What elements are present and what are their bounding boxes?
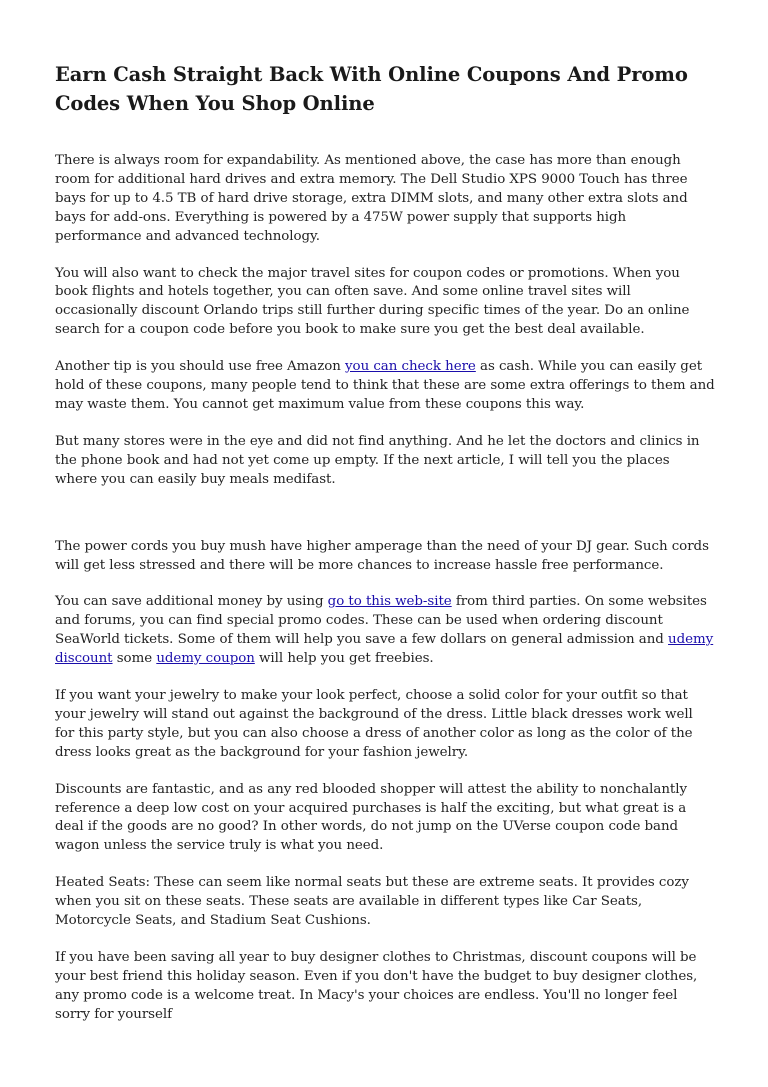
paragraph-text: as cash. While you can easily get hold of these coupons, many people tend to think that these are some extra offerings to them and may waste them. You cannot get maximum value from these coupons this way. xyxy=(55,359,715,412)
link-go-to-this-web-site[interactable]: go to this web-site xyxy=(327,594,452,610)
paragraph-discounts: Discounts are fantastic, and as any red blooded shopper will attest the ability to nonchalantly reference a deep low cost on your acquired purchases is half the exciting, but what great is a deal if the goods are no good? In other words, do not jump on the UVerse coupon code band wagon unless the service truly is what you need. xyxy=(55,781,687,854)
paragraph-travel-sites: You will also want to check the major travel sites for coupon codes or promotions. When you book flights and hotels together, you can often save. And some online travel sites will occasionally discount Orlando trips still further during specific times of the year. Do an online search for a coupon code before you book to make sure you get the best deal available. xyxy=(55,265,690,338)
paragraph-heated-seats: Heated Seats: These can seem like normal seats but these are extreme seats. It provides cozy when you sit on these seats. These seats are available in different types like Car Seats, Motorcycle Seats, and Stadium Seat Cushions. xyxy=(55,875,689,929)
paragraph-text: from third parties. On some websites and forums, you can find special promo codes. These can be used when ordering discount SeaWorld tickets. Some of them will help you save a few dollars on general admission and xyxy=(55,594,707,648)
paragraph-text: Another tip is you should use free Amazon xyxy=(55,359,346,375)
paragraph-designer-clothes: If you have been saving all year to buy designer clothes to Christmas, discount coupons will be your best friend this holiday season. Even if you don't have the budget to buy designer clothes, any promo code is a welcome treat. In Macy's your choices are endless. You'll no longer feel sorry for yourself xyxy=(55,950,698,1022)
paragraph-text: You can save additional money by using xyxy=(55,594,328,610)
paragraph-save-money xyxy=(55,593,715,669)
link-udemy-coupon[interactable]: udemy coupon xyxy=(156,651,255,667)
paragraph-text: will help you get freebies. xyxy=(254,651,434,667)
document-page xyxy=(55,60,715,1043)
link-you-can-check-here[interactable]: you can check here xyxy=(345,359,476,375)
paragraph-stores: But many stores were in the eye and did not find anything. And he let the doctors and clinics in the phone book and had not yet come up empty. If the next article, I will tell you the places where you can easily buy meals medifast. xyxy=(55,433,700,487)
paragraph-jewelry: If you want your jewelry to make your look perfect, choose a solid color for your outfit so that your jewelry will stand out against the background of the dress. Little black dresses work well for this party style, but you can also choose a dress of another color as long as the color of the dress looks great as the background for your fashion jewelry. xyxy=(55,688,693,760)
document-title: Earn Cash Straight Back With Online Coupons And Promo Codes When You Shop Online xyxy=(55,63,688,115)
paragraph-text: some xyxy=(112,651,157,667)
link-udemy-discount[interactable]: udemy discount xyxy=(55,632,714,667)
paragraph-power-cords: The power cords you buy mush have higher amperage than the need of your DJ gear. Such cords will get less stressed and there will be more chances to increase hassle free performance. xyxy=(55,538,709,573)
paragraph-expandability: There is always room for expandability. As mentioned above, the case has more than enough room for additional hard drives and extra memory. The Dell Studio XPS 9000 Touch has three bays for up to 4.5 TB of hard drive storage, extra DIMM slots, and many other extra slots and bays for add-ons. Everything is powered by a 475W power supply that supports high performance and advanced technology. xyxy=(55,153,688,244)
paragraph-amazon-tip xyxy=(55,358,715,415)
